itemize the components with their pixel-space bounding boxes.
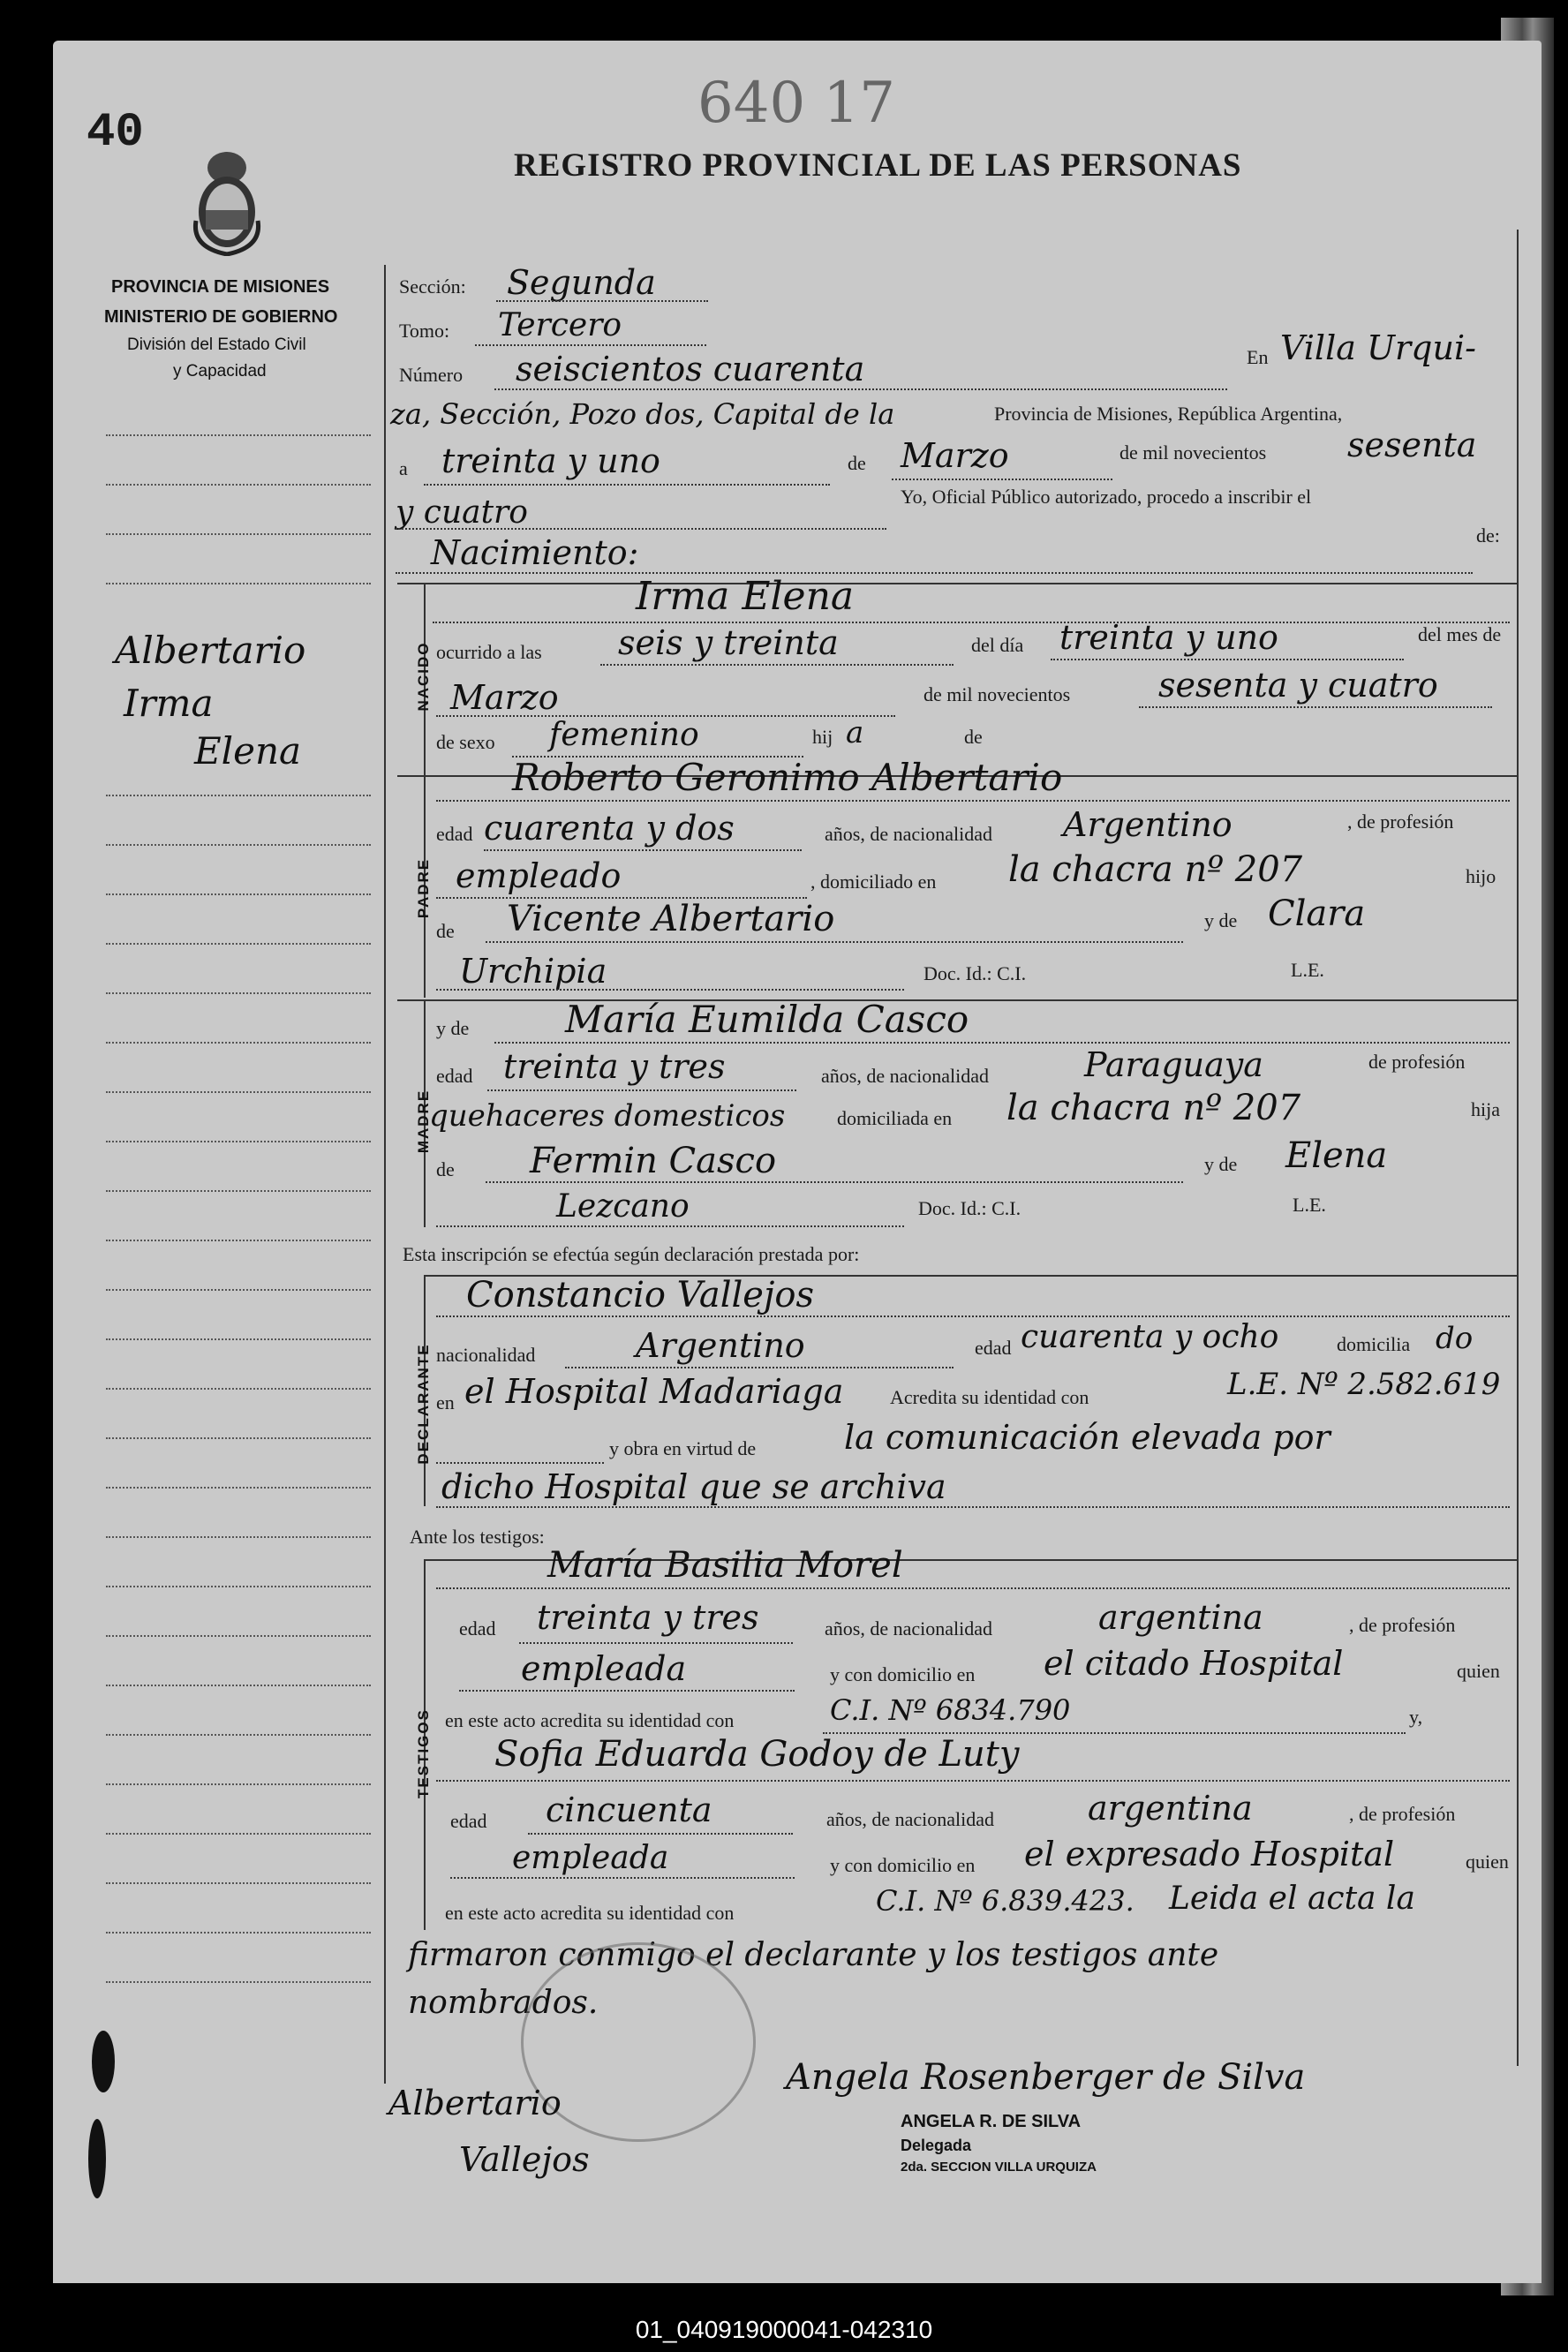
margin-rule [106,1388,371,1390]
padre-father-value: Vicente Albertario [507,899,835,939]
dia-value: treinta y uno [1059,618,1278,657]
padre-edad-value: cuarenta y dos [484,809,735,848]
margin-rule [106,992,371,994]
margin-note-line2: Irma [124,682,214,725]
t2-acredita-label: en este acto acredita su identidad con [445,1902,735,1924]
seccion-value: Segunda [507,263,656,302]
seccion-label: Sección: [399,275,466,298]
margin-rule [106,1437,371,1439]
testigos-side-label: TESTIGOS [415,1708,432,1798]
hij-value: a [846,715,864,750]
padre-yde-label: y de [1204,909,1238,931]
declarante-name: Constancio Vallejos [466,1275,814,1315]
margin-rule [106,844,371,846]
padre-name: Roberto Geronimo Albertario [512,756,1063,799]
declarante-side-label: DECLARANTE [415,1343,432,1465]
margin-rule [106,1141,371,1142]
del-dia-label: del día [971,634,1024,656]
t1-dom-value: el citado Hospital [1044,1644,1344,1683]
madre-edad-label: edad [436,1065,473,1087]
madre-nac-value: Paraguaya [1084,1045,1263,1084]
yo-text: Yo, Oficial Público autorizado, procedo a inscribir el [901,486,1312,508]
handwritten-top-number: 640 17 [697,71,895,136]
t2-prof-label: , de profesión [1349,1803,1456,1825]
margin-rule [106,1586,371,1587]
year-value: sesenta [1347,426,1477,464]
madre-yde2-label: y de [1204,1153,1238,1175]
madre-dom-value: la chacra nº 207 [1006,1088,1301,1128]
t2-nac-label: años, de nacionalidad [826,1808,994,1830]
padre-dom-label: , domiciliado en [810,871,937,893]
madre-side-label: MADRE [415,1089,432,1154]
madre-doc-label: Doc. Id.: C.I. [918,1197,1021,1219]
del-mes-label: del mes de [1418,623,1502,645]
madre-name: María Eumilda Casco [565,998,969,1041]
office-line4: y Capacidad [173,362,267,381]
t1-edad-value: treinta y tres [537,1598,759,1637]
main-frame-left [384,265,386,2084]
padre-edad-label: edad [436,823,473,845]
footer-identifier: 01_040919000041-042310 [0,2308,1568,2352]
de-label: de [848,452,866,474]
declarante-intro: Esta inscripción se efectúa según declaración prestada por: [403,1243,860,1265]
t2-name: Sofia Eduarda Godoy de Luty [494,1734,1020,1775]
t2-dom-value: el expresado Hospital [1024,1835,1395,1873]
mes-value: Marzo [450,678,559,717]
hij-label: hij [812,726,833,748]
declarante-obra-value: la comunicación elevada por [844,1418,1331,1457]
margin-rule [106,1833,371,1835]
en-value: Villa Urqui- [1280,328,1476,367]
margin-rule [106,533,371,535]
office-line3: División del Estado Civil [127,335,306,354]
t2-edad-label: edad [450,1810,487,1832]
padre-le-label: L.E. [1291,959,1324,981]
declarante-obra-value2: dicho Hospital que se archiva [441,1467,946,1506]
t1-prof-label: , de profesión [1349,1614,1456,1636]
margin-rule [106,1685,371,1686]
declarante-edad-label: edad [975,1337,1012,1359]
t1-nac-value: argentina [1098,1598,1263,1637]
nacido-side-label: NACIDO [415,641,432,712]
margin-rule [106,1783,371,1785]
margin-rule [106,1338,371,1340]
ocurrido-label: ocurrido a las [436,641,542,663]
margin-rule [106,1240,371,1241]
margin-rule [106,1981,371,1983]
madre-de-label: de [436,1158,455,1180]
closing-inline: Leida el acta la [1169,1881,1415,1917]
hora-value: seis y treinta [618,623,839,662]
numero-value: seiscientos cuarenta [516,350,865,388]
padre-dom-value: la chacra nº 207 [1008,849,1303,890]
t2-edad-value: cincuenta [546,1790,712,1829]
ink-stain [92,2031,115,2092]
left-signature-2: Vallejos [459,2140,590,2179]
madre-father-value: Fermin Casco [530,1141,777,1181]
margin-rule [106,1042,371,1044]
act-value: Nacimiento: [431,533,639,572]
margin-rule [106,434,371,436]
margin-rule [106,1487,371,1489]
margin-rule [106,795,371,796]
office-line2: MINISTERIO DE GOBIERNO [104,307,338,327]
day-value: treinta y uno [441,441,660,480]
stamp-role: Delegada [901,2137,972,2154]
left-signature-1: Albertario [388,2084,562,2122]
margin-rule [106,893,371,895]
tomo-label: Tomo: [399,320,450,342]
sexo-value: femenino [549,717,699,753]
declarante-acredita-label: Acredita su identidad con [890,1386,1089,1408]
declarante-edad-value: cuarenta y ocho [1021,1319,1279,1355]
declarante-domicilia-value: do [1436,1321,1474,1356]
declarante-en-label: en [436,1391,455,1413]
t1-prof-value: empleada [521,1649,687,1688]
t2-acredita-value: C.I. Nº 6.839.423. [876,1884,1135,1918]
madre-nac-label: años, de nacionalidad [821,1065,989,1087]
margin-rule [106,1091,371,1093]
madre-le-label: L.E. [1293,1194,1326,1216]
padre-prof-label: , de profesión [1347,810,1454,833]
madre-hija-label: hija [1471,1098,1500,1120]
a-label: a [399,457,408,479]
t1-acredita-label: en este acto acredita su identidad con [445,1709,735,1731]
padre-doc-label: Doc. Id.: C.I. [923,962,1027,984]
stamp-name: ANGELA R. DE SILVA [901,2112,1082,2131]
padre-side-label: PADRE [415,857,432,919]
t1-dom-label: y con domicilio en [830,1663,976,1685]
t1-edad-label: edad [459,1617,496,1640]
t1-y: y, [1409,1706,1423,1728]
nacido-name: Irma Elena [636,574,855,619]
closing-line2: firmaron conmigo el declarante y los testigos ante [408,1937,1219,1973]
margin-rule [106,1635,371,1637]
declarante-en-value: el Hospital Madariaga [464,1372,844,1411]
declarante-nac-label: nacionalidad [436,1344,536,1366]
anio-value: sesenta y cuatro [1158,666,1438,705]
document-title: REGISTRO PROVINCIAL DE LAS PERSONAS [514,147,1242,184]
t1-quien: quien [1457,1660,1500,1682]
sexo-label: de sexo [436,731,495,753]
padre-hijo-label: hijo [1466,865,1496,887]
margin-rule [106,1190,371,1192]
madre-mother-value: Elena [1285,1135,1388,1176]
official-signature: Angela Rosenberger de Silva [786,2057,1306,2098]
t1-nac-label: años, de nacionalidad [825,1617,992,1640]
madre-yde-label: y de [436,1017,470,1039]
padre-mother-value: Clara [1268,893,1366,934]
padre-nac-value: Argentino [1063,805,1233,844]
main-frame-right [1517,230,1519,2066]
numero-label: Número [399,364,464,386]
padre-nac-label: años, de nacionalidad [825,823,992,845]
month-value: Marzo [901,436,1009,475]
closing-line3: nombrados. [408,1985,599,2021]
declarante-nac-value: Argentino [636,1326,805,1365]
madre-prof-value: quehaceres domesticos [429,1098,786,1134]
declarante-obra-label: y obra en virtud de [609,1437,757,1459]
testigos-intro: Ante los testigos: [410,1526,545,1548]
coat-of-arms-icon [187,141,267,256]
padre-de-label: de [436,920,455,942]
year-label: de mil novecientos [1119,441,1267,464]
madre-edad-value: treinta y tres [503,1047,726,1086]
margin-rule [106,1932,371,1934]
declarante-domicilia-label: domicilia [1337,1333,1411,1355]
stamp-office: 2da. SECCION VILLA URQUIZA [901,2160,1097,2175]
nacido-de-label: de [964,726,983,748]
margin-rule [106,484,371,486]
tomo-value: Tercero [498,307,622,343]
office-line1: PROVINCIA DE MISIONES [111,277,330,297]
ink-stain [88,2119,106,2198]
anio-label: de mil novecientos [923,683,1071,705]
de-label2: de: [1476,524,1500,547]
madre-dom-label: domiciliada en [837,1107,953,1129]
margin-rule [106,943,371,945]
margin-rule [106,583,371,584]
provincia-text: Provincia de Misiones, República Argentina, [994,403,1343,425]
padre-mother-value2: Urchipia [459,952,607,991]
t2-dom-label: y con domicilio en [830,1854,976,1876]
t2-quien: quien [1466,1851,1509,1873]
margin-rule [106,1734,371,1736]
padre-prof-value: empleado [456,856,622,895]
t1-name: María Basilia Morel [547,1545,903,1586]
t1-acredita-value: C.I. Nº 6834.790 [830,1693,1071,1727]
margin-rule [106,1536,371,1538]
en-label: En [1247,346,1269,368]
year-value-cont: y cuatro [396,494,528,531]
page-number: 40 [87,106,144,160]
margin-note-line3: Elena [194,729,302,773]
madre-prof-label: de profesión [1368,1051,1466,1073]
madre-mother-value2: Lezcano [556,1188,690,1225]
place-continuation: za, Sección, Pozo dos, Capital de la [390,397,895,431]
margin-rule [106,1289,371,1291]
t2-prof-value: empleada [512,1840,669,1876]
t2-nac-value: argentina [1088,1789,1253,1828]
margin-note-line1: Albertario [115,629,306,672]
margin-rule [106,1882,371,1884]
declarante-acredita-value: L.E. Nº 2.582.619 [1227,1367,1501,1402]
